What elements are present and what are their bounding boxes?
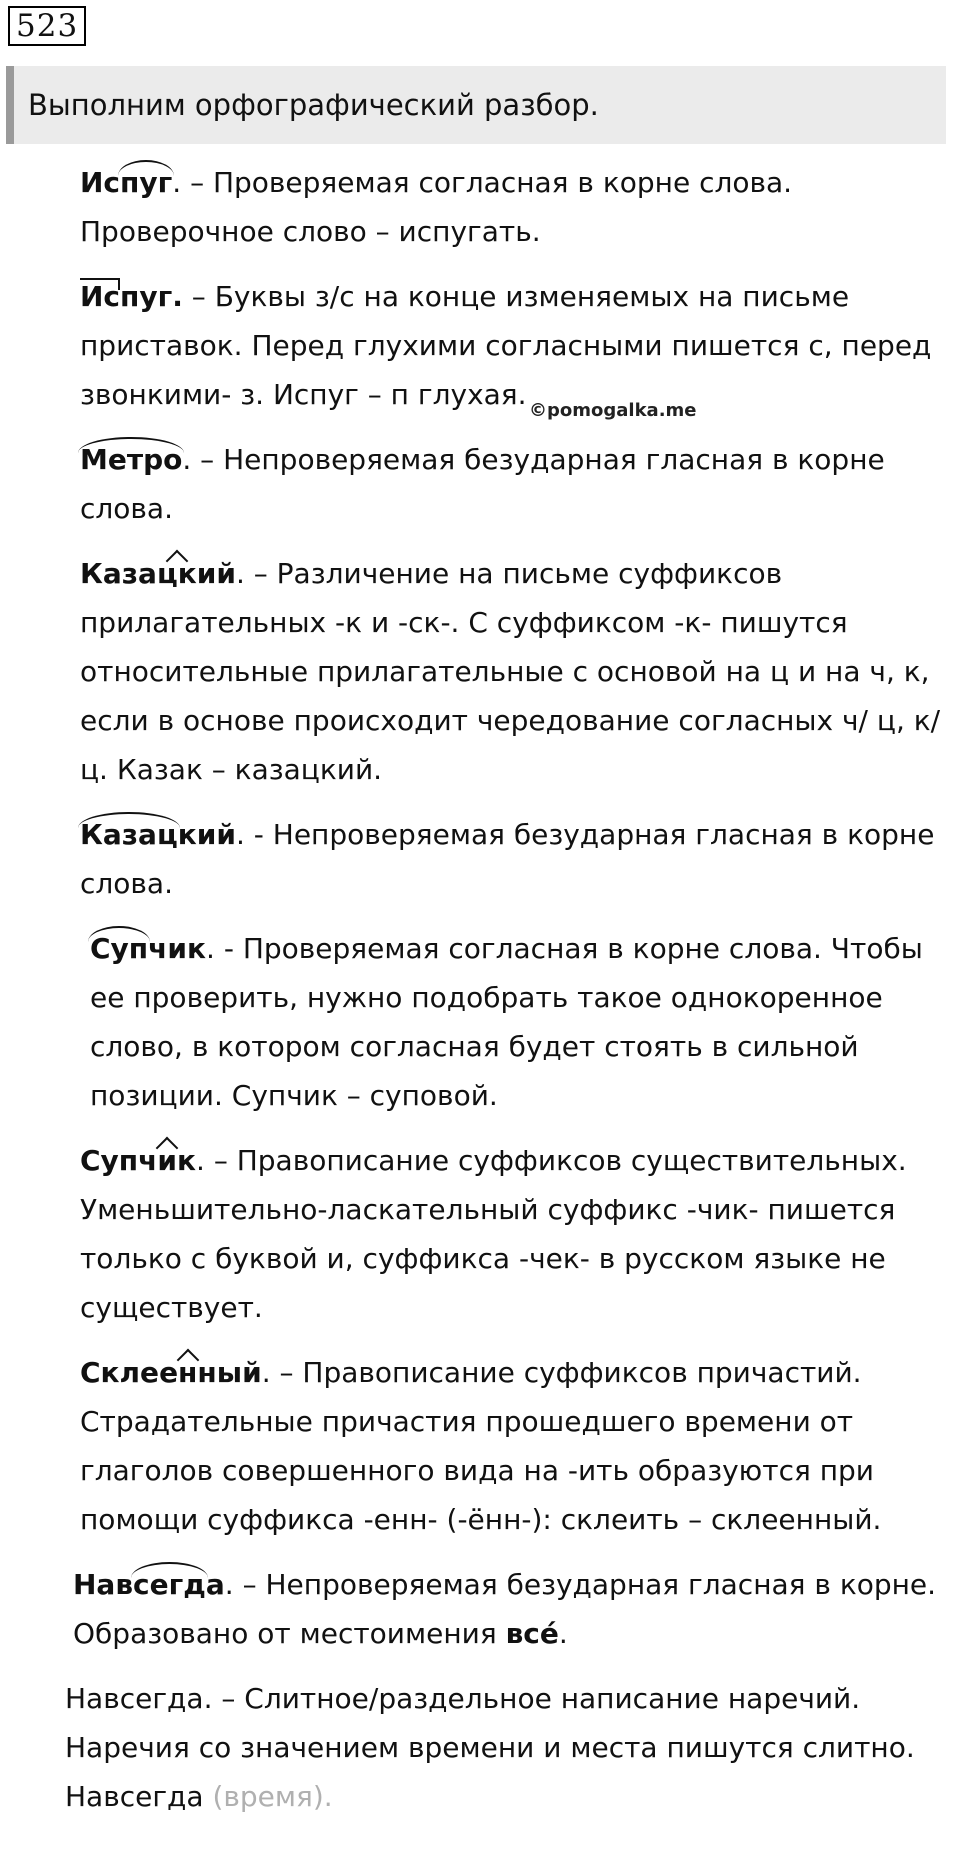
- morpheme-mark: чик: [138, 1136, 196, 1185]
- entry-tail-bold: всé: [505, 1617, 559, 1650]
- instruction-banner: Выполним орфографический разбор.: [6, 66, 946, 144]
- entry-word: Испуг.: [80, 280, 183, 313]
- entry-1: [5, 158, 955, 256]
- entry-word-plain: Навсегда: [65, 1682, 204, 1715]
- entry-5: [5, 810, 955, 908]
- morpheme-mark: пуг: [120, 158, 172, 207]
- morpheme-mark: енн: [159, 1348, 217, 1397]
- morpheme-mark: Казац: [80, 810, 178, 859]
- entry-6: [5, 924, 955, 1120]
- entry-word: Казацкий: [80, 818, 236, 851]
- entry-text: . – Правописание суффиксов причастий. Страдательные причастия прошедшего времени от глаголов совершенного вида на -ить образуются при помощи суффикса -енн- (-ённ-): склеить – склеенный.: [80, 1356, 882, 1536]
- entry-text: . – Непроверяемая безударная гласная в корне. Образовано от местоимения: [73, 1568, 937, 1650]
- morpheme-mark: Ис: [80, 272, 120, 321]
- entry-word: Казацкий: [80, 557, 236, 590]
- entry-word: [80, 443, 182, 476]
- entry-text: . - Проверяемая согласная в корне слова. Чтобы ее проверить, нужно подобрать такое однокоренное слово, в котором согласная будет стоять в сильной позиции. Супчик – суповой.: [90, 932, 923, 1112]
- entry-text: . - Непроверяемая безударная гласная в корне слова.: [80, 818, 935, 900]
- entry-text: – Буквы з/с на конце изменяемых на письме приставок. Перед глухими согласными пишется с, перед звонкими- з. Испуг – п глухая.: [80, 280, 932, 411]
- entry-grey-note: (время).: [212, 1780, 333, 1813]
- morpheme-mark: Суп: [90, 924, 148, 973]
- entry-4: [5, 549, 955, 794]
- analysis-list: [5, 156, 955, 1837]
- entry-text: . – Непроверяемая безударная гласная в корне слова.: [80, 443, 885, 525]
- entry-word: Супчик: [80, 1144, 196, 1177]
- entry-2: [5, 272, 955, 419]
- entry-8: [5, 1348, 955, 1544]
- morpheme-mark: сегд: [133, 1560, 206, 1609]
- morpheme-mark: Метро: [80, 435, 182, 484]
- entry-9: [5, 1560, 955, 1658]
- entry-text: . – Правописание суффиксов существительных. Уменьшительно-ласкательный суффикс -чик- пишется только с буквой и, суффикса -чек- в русском языке не существует.: [80, 1144, 907, 1324]
- entry-word: Навсегда: [73, 1568, 225, 1601]
- morpheme-mark: цк: [157, 549, 197, 598]
- entry-text: . – Различение на письме суффиксов прилагательных -к и -ск-. С суффиксом -к- пишутся относительные прилагательные с основой на ц и на ч, к, если в основе происходит чередование согласных ч/ ц, к/ ц. Казак – казацкий.: [80, 557, 941, 786]
- entry-word: Испуг: [80, 166, 172, 199]
- task-number: 523: [8, 6, 86, 46]
- entry-text: . – Слитное/раздельное написание наречий. Наречия со значением времени и места пишутся слитно. Навсегда: [65, 1682, 915, 1813]
- entry-tail: .: [558, 1617, 568, 1650]
- entry-word: Склеенный: [80, 1356, 262, 1389]
- entry-3: [5, 435, 955, 533]
- entry-word: Супчик: [90, 932, 206, 965]
- watermark-stamp: ©pomogalka.me: [529, 400, 697, 421]
- entry-7: [5, 1136, 955, 1332]
- entry-text: . – Проверяемая согласная в корне слова. Проверочное слово – испугать.: [80, 166, 793, 248]
- entry-10: [5, 1674, 955, 1821]
